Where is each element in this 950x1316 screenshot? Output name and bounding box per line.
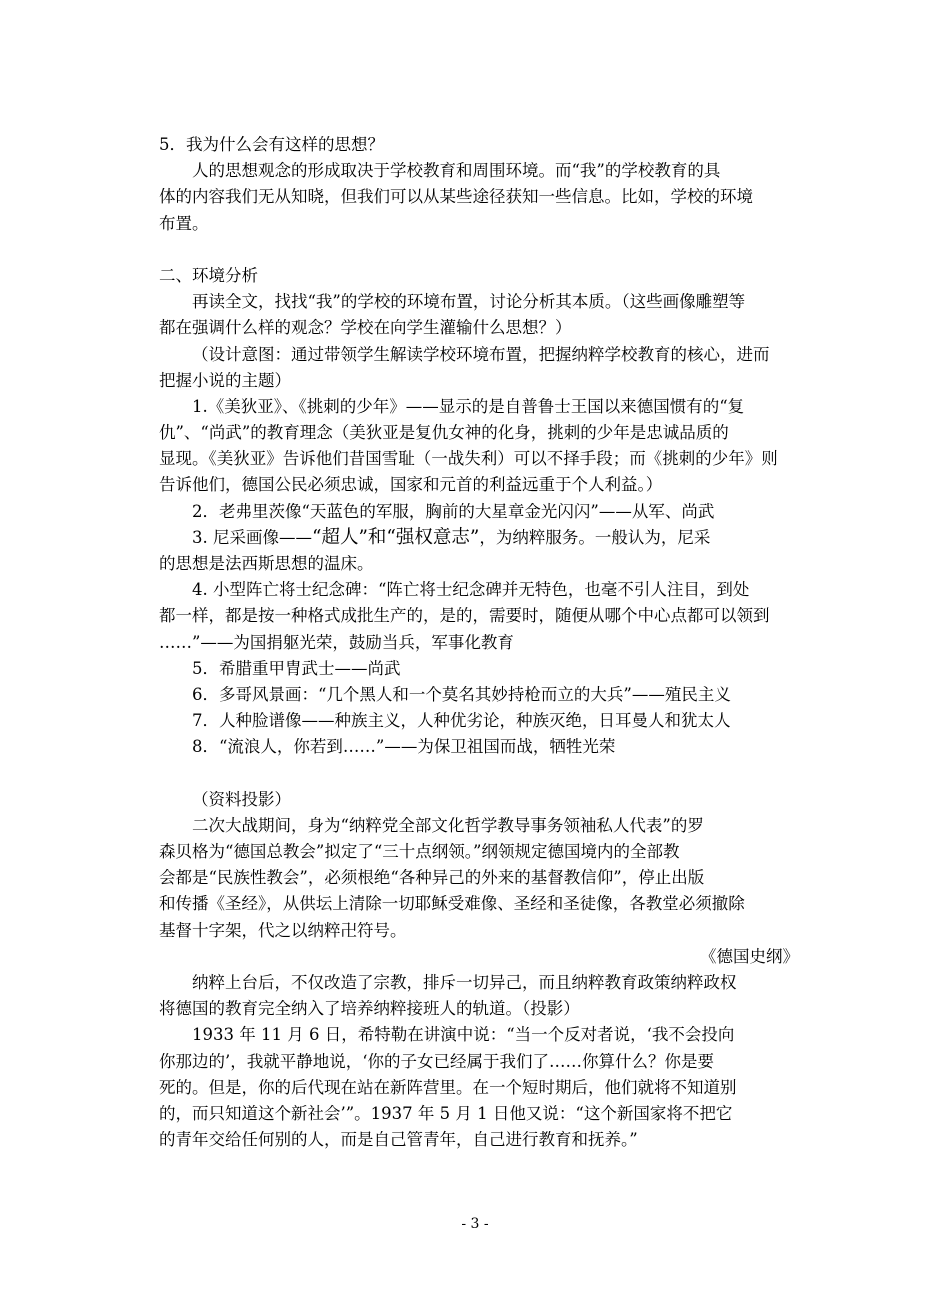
- material-label: （资料投影）: [192, 789, 291, 809]
- paragraph-line: 基督十字架，代之以纳粹卍符号。: [159, 920, 407, 940]
- paragraph-line: 的，而只知道这个新社会’”。1937 年 5 月 1 日他又说：“这个新国家将不把它: [159, 1103, 733, 1123]
- paragraph-line: 布置。: [159, 213, 209, 233]
- section-2-heading: 二、环境分析: [159, 265, 258, 285]
- list-item-3-suffix: ，为纳粹服务。一般认为，尼采: [479, 527, 711, 547]
- list-item-6: 6．多哥风景画：“几个黑人和一个莫名其妙持枪而立的大兵”——殖民主义: [192, 684, 731, 704]
- paragraph-line: 二次大战期间，身为“纳粹党全部文化哲学教导事务领袖私人代表”的罗: [192, 815, 704, 835]
- design-intent-line: 把握小说的主题）: [159, 370, 291, 390]
- paragraph-line: 你那边的’，我就平静地说，‘你的子女已经属于我们了……你算什么？你是要: [159, 1051, 714, 1071]
- source-citation: 《德国史纲》: [700, 946, 799, 966]
- paragraph-line: 森贝格为“德国总教会”拟定了“三十点纲领。”纲领规定德国境内的全部教: [159, 842, 680, 862]
- list-item-8: 8．“流浪人，你若到……”——为保卫祖国而战，牺牲光荣: [192, 737, 616, 757]
- list-item-4-cont: 都一样，都是按一种格式成批生产的，是的，需要时，随便从哪个中心点都可以领到: [159, 606, 770, 626]
- paragraph-line: 人的思想观念的形成取决于学校教育和周围环境。而“我”的学校教育的具: [192, 161, 721, 181]
- section-5-heading: 5．我为什么会有这样的思想？: [159, 135, 384, 154]
- list-item-3-prefix: 3. 尼采画像——: [192, 527, 312, 547]
- spacer: [159, 761, 799, 787]
- paragraph-line: 会都是“民族性教会”，必须根绝“各种异己的外来的基督教信仰”，停止出版: [159, 868, 705, 888]
- list-item-2: 2．老弗里茨像“天蓝色的军服，胸前的大星章金光闪闪”——从军、尚武: [192, 501, 715, 521]
- list-item-3: [159, 525, 799, 551]
- spacer: [159, 237, 799, 263]
- list-item-1-cont: 仇”、“尚武”的教育理念（美狄亚是复仇女神的化身，挑刺的少年是忠诚品质的: [159, 423, 729, 443]
- list-item-5: 5．希腊重甲胄武士——尚武: [192, 658, 401, 678]
- list-item-3-emphasis: “超人”和“强权意志”: [312, 526, 480, 548]
- list-item-3-cont: 的思想是法西斯思想的温床。: [159, 554, 374, 573]
- paragraph-line: 将德国的教育完全纳入了培养纳粹接班人的轨道。（投影）: [159, 999, 580, 1019]
- list-item-4: 4. 小型阵亡将士纪念碑：“阵亡将士纪念碑并无特色，也毫不引人注目，到处: [192, 580, 750, 600]
- list-item-1-cont: 告诉他们，德国公民必须忠诚，国家和元首的利益远重于个人利益。）: [159, 475, 663, 495]
- paragraph-line: 都在强调什么样的观念？学校在向学生灌输什么思想？）: [159, 318, 572, 338]
- paragraph-line: 再读全文，找找“我”的学校的环境布置，讨论分析其本质。（这些画像雕塑等: [192, 292, 746, 312]
- paragraph-line: 和传播《圣经》，从供坛上清除一切耶稣受难像、圣经和圣徒像，各教堂必须撤除: [159, 894, 745, 914]
- paragraph-line: 1933 年 11 月 6 日，希特勒在讲演中说：“当一个反对者说，‘我不会投向: [192, 1025, 735, 1045]
- paragraph-line: 纳粹上台后，不仅改造了宗教，排斥一切异己，而且纳粹教育政策纳粹政权: [192, 973, 737, 992]
- design-intent-line: （设计意图：通过带领学生解读学校环境布置，把握纳粹学校教育的核心，进而: [192, 344, 770, 364]
- list-item-4-cont: ……”——为国捐躯光荣，鼓励当兵，军事化教育: [159, 632, 514, 652]
- list-item-1: 1.《美狄亚》、《挑刺的少年》——显示的是自普鲁士王国以来德国惯有的“复: [192, 396, 745, 416]
- document-page: [159, 132, 799, 1153]
- paragraph-line: 体的内容我们无从知晓，但我们可以从某些途径获知一些信息。比如，学校的环境: [159, 187, 753, 207]
- list-item-1-cont: 显现。《美狄亚》告诉他们昔国雪耻（一战失利）可以不择手段；而《挑刺的少年》则: [159, 449, 778, 469]
- paragraph-line: 的青年交给任何别的人，而是自己管青年，自己进行教育和抚养。”: [159, 1130, 638, 1150]
- list-item-7: 7．人种脸谱像——种族主义，人种优劣论，种族灭绝，日耳曼人和犹太人: [192, 711, 731, 731]
- page-number: - 3 -: [461, 1216, 489, 1232]
- paragraph-line: 死的。但是，你的后代现在站在新阵营里。在一个短时期后，他们就将不知道别: [159, 1077, 737, 1097]
